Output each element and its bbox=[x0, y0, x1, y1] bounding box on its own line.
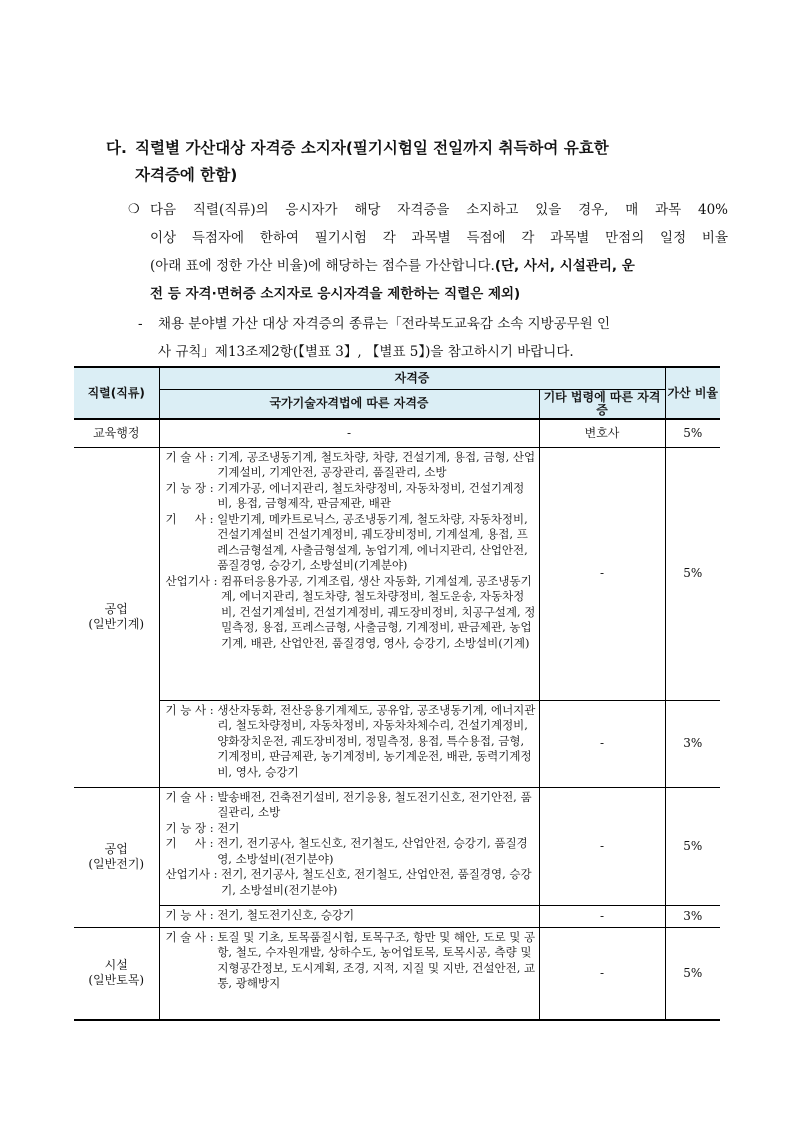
cert-entry bbox=[166, 908, 536, 924]
cert-entry bbox=[166, 450, 536, 481]
rate-cell: 5% bbox=[665, 419, 720, 447]
job-cell: 공업 (일반전기) bbox=[74, 787, 159, 927]
cert-entry bbox=[166, 867, 536, 898]
national-cert-cell bbox=[159, 927, 539, 1020]
cert-items: 전기, 전기공사, 철도신호, 전기철도, 산업안전, 승강기, 품질경영, 소방설비(전기분야) bbox=[217, 836, 528, 866]
other-cert-cell: - bbox=[539, 447, 665, 700]
table-row bbox=[74, 700, 720, 787]
cert-grade: 산업기사 : bbox=[165, 573, 222, 588]
job-cell: 교육행정 bbox=[74, 419, 159, 447]
national-cert-cell bbox=[159, 700, 539, 787]
cert-items: 기계, 공조냉동기계, 철도차량, 차량, 건설기계, 용접, 금형, 산업기계설비, 기계안전, 공장관리, 품질관리, 소방 bbox=[217, 449, 536, 479]
national-cert-cell bbox=[159, 447, 539, 700]
rate-cell: 5% bbox=[665, 787, 720, 905]
cert-items: 발송배전, 건축전기설비, 전기응용, 철도전기신호, 전기안전, 품질관리, 소방 bbox=[217, 789, 532, 819]
dash-line1: 채용 분야별 가산 대상 자격증의 종류는「전라북도교육감 소속 지방공무원 인 bbox=[158, 316, 611, 332]
rate-cell: 3% bbox=[665, 905, 720, 927]
cert-entry bbox=[166, 512, 536, 574]
cert-grade: 기 능 장 : bbox=[165, 820, 218, 835]
table-row bbox=[74, 905, 720, 927]
cert-grade: 기 술 사 : bbox=[165, 789, 218, 804]
header-rate: 가산 비율 bbox=[665, 367, 720, 419]
table-row bbox=[74, 927, 720, 1020]
job-cell: 공업 (일반기계) bbox=[74, 447, 159, 787]
cert-items: 컴퓨터응용가공, 기계조립, 생산 자동화, 기계설계, 공조냉동기계, 에너지관리, 철도차량, 철도차량정비, 철도운송, 자동차정비, 건설기계설비, 건설기계정비, 궤도장비정비, 치공구설계, 정밀측정, 용접, 프레스금형, 사출금형, 기계정비, 판금제관, 농업기계, 배관, 산업안전, 품질경영, 영사, 승강기, 소방설비(기계) bbox=[221, 573, 536, 650]
rate-cell: 5% bbox=[665, 447, 720, 700]
bullet-line4-bold: 전 등 자격·면허증 소지자로 응시자격을 제한하는 직렬은 제외) bbox=[150, 286, 521, 302]
cert-items: 생산자동화, 전산응용기계제도, 공유압, 공조냉동기계, 에너지관리, 철도차량정비, 자동차정비, 자동차차체수리, 건설기계정비, 양화장치운전, 궤도장비정비, 정밀측정, 용접, 특수용접, 금형, 기계정비, 판금제관, 농기계정비, 농기계운전, 배관, 동력기계정비, 영사, 승강기 bbox=[217, 702, 536, 779]
cert-grade: 기 능 사 : bbox=[165, 907, 218, 922]
header-job: 직렬(직류) bbox=[74, 367, 159, 419]
cert-items: 전기 bbox=[217, 820, 240, 835]
cert-grade: 기 능 장 : bbox=[165, 480, 218, 495]
bullet-line1: 다음 직렬(직류)의 응시자가 해당 자격증을 소지하고 있을 경우, 매 과목 40% bbox=[150, 202, 728, 218]
bullet-line3-bold: (단, 사서, 시설관리, 운 bbox=[494, 258, 635, 274]
cert-entry bbox=[166, 930, 536, 992]
cert-entry bbox=[166, 821, 536, 837]
bullet-line2: 이상 득점자에 한하여 필기시험 각 과목별 득점에 각 과목별 만점의 일정 비율 bbox=[150, 230, 728, 246]
header-other: 기타 법령에 따른 자격증 bbox=[539, 389, 665, 419]
national-cert-cell: - bbox=[159, 419, 539, 447]
header-national: 국가기술자격법에 따른 자격증 bbox=[159, 389, 539, 419]
rate-cell: 5% bbox=[665, 927, 720, 1020]
cert-grade: 기 능 사 : bbox=[165, 702, 218, 717]
cert-entry bbox=[166, 703, 536, 781]
cert-items: 전기, 전기공사, 철도신호, 전기철도, 산업안전, 품질경영, 승강기, 소방설비(전기분야) bbox=[221, 867, 532, 897]
national-cert-cell bbox=[159, 905, 539, 927]
cert-grade: 기 술 사 : bbox=[165, 449, 218, 464]
job-cell: 시설 (일반토목) bbox=[74, 927, 159, 1020]
circle-bullet-icon: ❍ bbox=[128, 202, 140, 217]
other-cert-cell: - bbox=[539, 905, 665, 927]
section-title-line2: 자격증에 한함) bbox=[135, 166, 238, 184]
other-cert-cell: - bbox=[539, 700, 665, 787]
bullet-line4 bbox=[150, 280, 520, 308]
other-cert-cell: - bbox=[539, 787, 665, 905]
cert-entry bbox=[166, 574, 536, 652]
other-cert-cell: - bbox=[539, 927, 665, 1020]
cert-entry bbox=[166, 481, 536, 512]
table-row bbox=[74, 787, 720, 905]
bullet-line3-plain: (아래 표에 정한 가산 비율)에 해당하는 점수를 가산합니다. bbox=[150, 258, 495, 274]
cert-grade: 기 술 사 : bbox=[165, 929, 218, 944]
table-row bbox=[74, 447, 720, 700]
cert-items: 일반기계, 메카트로닉스, 공조냉동기계, 철도차량, 자동차정비, 건설기계설비 건설기계정비, 궤도장비정비, 기계설계, 용접, 프레스금형설계, 사출금형설계, 농업기계, 에너지관리, 산업안전, 품질경영, 승강기, 소방설비(기계분야) bbox=[217, 511, 528, 572]
table-row bbox=[74, 419, 720, 447]
cert-grade: 기 사 : bbox=[165, 511, 218, 526]
cert-grade: 기 사 : bbox=[165, 836, 218, 850]
cert-table bbox=[74, 366, 720, 1021]
cert-items: 토질 및 기초, 토목품질시험, 토목구조, 항만 및 해안, 도로 및 공항, 철도, 수자원개발, 상하수도, 농어업토목, 토목시공, 측량 및 지형공간정보, 도시계획, 조경, 지적, 지질 및 지반, 건설안전, 교통, 광해방지 bbox=[217, 929, 536, 990]
bullet-line3 bbox=[150, 252, 635, 280]
header-cert: 자격증 bbox=[159, 367, 665, 389]
cert-items: 전기, 철도전기신호, 승강기 bbox=[217, 907, 355, 922]
cert-items: 기계가공, 에너지관리, 철도차량정비, 자동차정비, 건설기계정비, 용접, 금형제작, 판금제관, 배관 bbox=[217, 480, 525, 510]
section-number: 다. bbox=[106, 139, 127, 157]
national-cert-cell bbox=[159, 787, 539, 905]
cert-grade: 산업기사 : bbox=[165, 867, 222, 881]
cert-entry bbox=[166, 790, 536, 821]
dash-line2: 사 규칙」제13조제2항(【별표 3】, 【별표 5】)을 참고하시기 바랍니다. bbox=[158, 344, 574, 360]
section-title-line1: 직렬별 가산대상 자격증 소지자(필기시험일 전일까지 취득하여 유효한 bbox=[135, 139, 609, 157]
rate-cell: 3% bbox=[665, 700, 720, 787]
other-cert-cell: 변호사 bbox=[539, 419, 665, 447]
dash-bullet: - bbox=[138, 316, 143, 332]
cert-entry bbox=[166, 836, 536, 867]
